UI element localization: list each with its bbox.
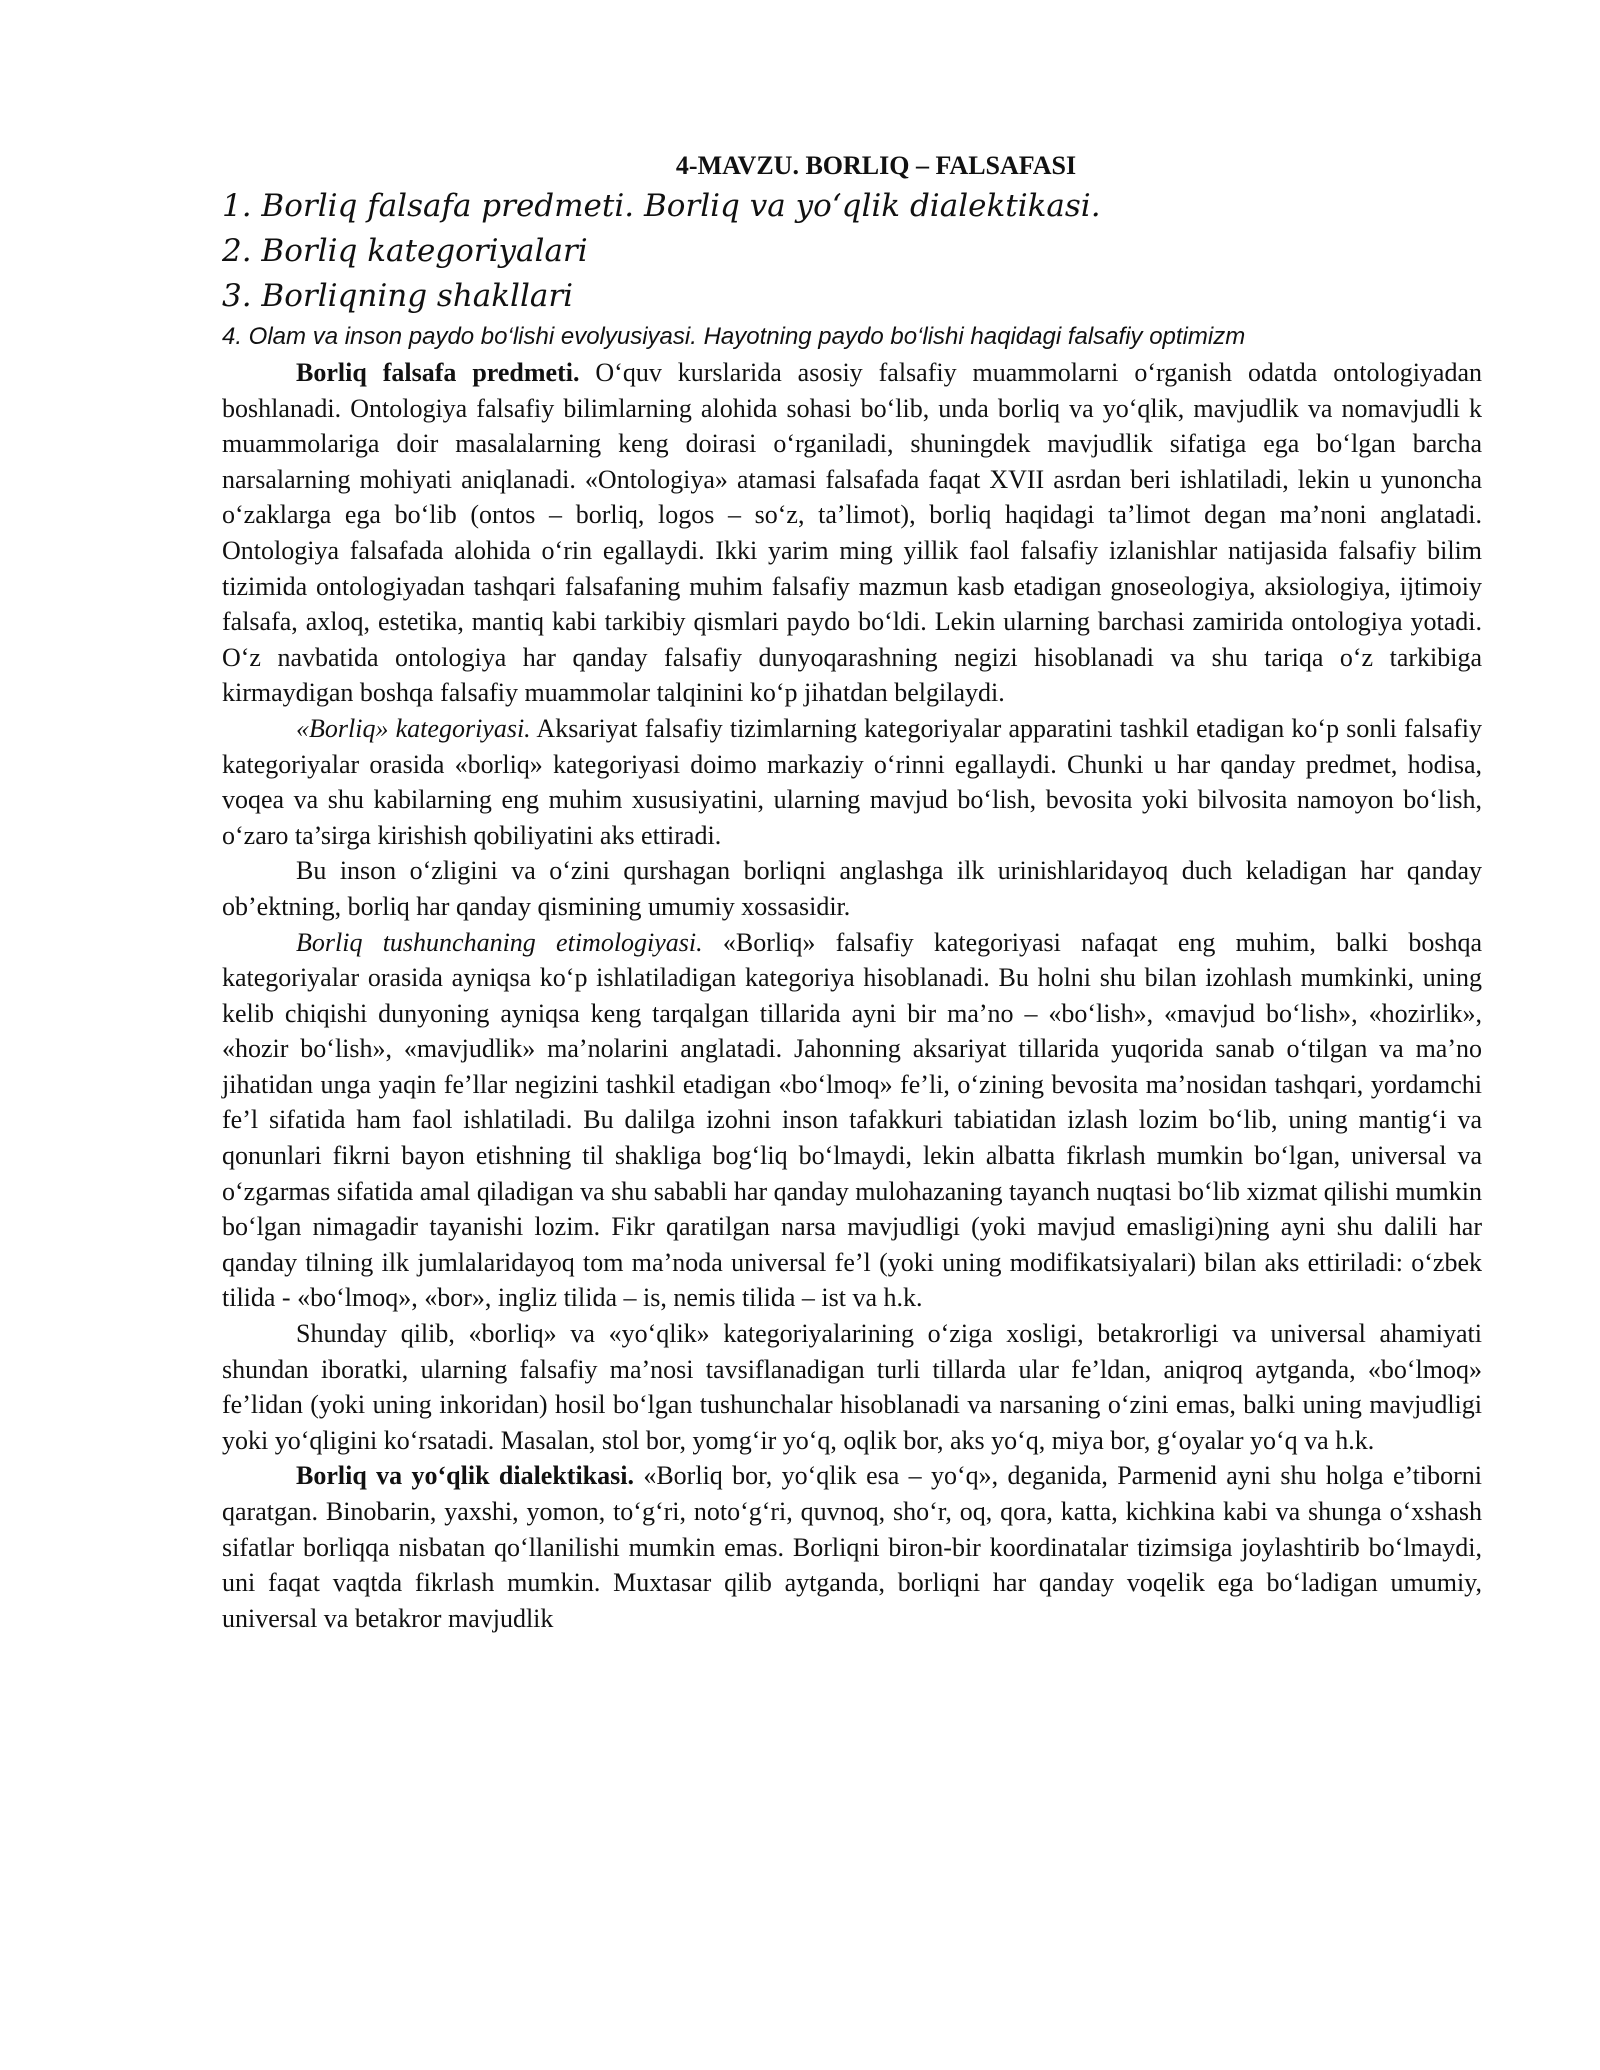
paragraph-summary <box>222 1316 1482 1458</box>
paragraph-lead: Borliq falsafa predmeti. <box>296 358 580 387</box>
paragraph-text: Aksariyat falsafiy tizimlarning kategoriyalar apparatini tashkil etadigan ko‘p sonli falsafiy kategoriyalar orasida «borliq» kategoriyasi doimo markaziy o‘rinni egallaydi. Chunki u har qanday predmet, hodisa, voqea va shu kabilarning eng muhim xususiyatini, ularning mavjud bo‘lish, bevosita yoki bilvosita namoyon bo‘lish, o‘zaro ta’sirga kirishish qobiliyatini aks ettiradi. <box>222 713 1482 850</box>
paragraph-text: Bu inson o‘zligini va o‘zini qurshagan borliqni anglashga ilk urinishlaridayoq duch keladigan har qanday ob’ektning, borliq har qanday qismining umumiy xossasidir. <box>222 856 1482 921</box>
paragraph-etymology <box>222 925 1482 1317</box>
paragraph-text: Shunday qilib, «borliq» va «yo‘qlik» kategoriyalarining o‘ziga xosligi, betakrorligi va universal ahamiyati shundan iboratki, ularning falsafiy ma’nosi tavsiflanadigan turli tillarda ular fe’ldan, aniqroq aytganda, «bo‘lmoq» fe’lidan (yoki uning inkoridan) hosil bo‘lgan tushunchalar hisoblanadi va narsaning o‘zini emas, balki uning mavjudligi yoki yo‘qligini ko‘rsatadi. Masalan, stol bor, yomg‘ir yo‘q, oqlik bor, aks yo‘q, miya bor, g‘oyalar yo‘q va h.k. <box>222 1319 1482 1455</box>
paragraph-lead: Borliq tushunchaning etimologiyasi. <box>296 927 703 957</box>
outline-item-1: 1. Borliq falsafa predmeti. Borliq va yo‘qlik dialektikasi. <box>222 188 1101 224</box>
page-title: 4-MAVZU. BORLIQ – FALSAFASI <box>675 151 1077 180</box>
outline-item-2: 2. Borliq kategoriyalari <box>222 233 588 269</box>
outline-item-3: 3. Borliqning shakllari <box>222 278 574 314</box>
paragraph-lead: Borliq va yo‘qlik dialektikasi. <box>296 1461 634 1491</box>
paragraph-text: «Borliq» falsafiy kategoriyasi nafaqat eng muhim, balki boshqa kategoriyalar orasida ayniqsa ko‘p ishlatiladigan kategoriya hisoblanadi. Bu holni shu bilan izohlash mumkinki, uning kelib chiqishi dunyoning ayniqsa keng tarqalgan tillarida ayni bir ma’no – «bo‘lish», «mavjud bo‘lish», «hozirlik», «hozir bo‘lish», «mavjudlik» ma’nolarini anglatadi. Jahonning aksariyat tillarida yuqorida sanab o‘tilgan va ma’no jihatidan unga yaqin fe’llar negizini tashkil etadigan «bo‘lmoq» fe’li, o‘zining bevosita ma’nosidan tashqari, yordamchi fe’l sifatida ham faol ishlatiladi. Bu dalilga izohni inson tafakkuri tabiatidan izlash lozim bo‘lib, uning mantig‘i va qonunlari fikrni bayon etishning til shakliga bog‘liq bo‘lmaydi, lekin albatta fikrlash mumkin bo‘lgan, universal va o‘zgarmas sifatida amal qiladigan va shu sababli har qanday mulohazaning tayanch nuqtasi bo‘lib xizmat qilishi mumkin bo‘lgan nimagadir tayanishi lozim. Fikr qaratilgan narsa mavjudligi (yoki mavjud emasligi)ning ayni shu dalili har qanday tilning ilk jumlalaridayoq tom ma’noda universal fe’l (yoki uning modifikatsiyalari) bilan aks ettiriladi: o‘zbek tilida - «bo‘lmoq», «bor», ingliz tilida – is, nemis tilida – ist va h.k. <box>222 927 1482 1313</box>
paragraph-text: O‘quv kurslarida asosiy falsafiy muammolarni o‘rganish odatda ontologiyadan boshlanadi. Ontologiya falsafiy bilimlarning alohida sohasi bo‘lib, unda borliq va yo‘qlik, mavjudlik va nomavjudli k muammolariga doir masalalarning keng doirasi o‘rganiladi, shuningdek mavjudlik sifatiga ega bo‘lgan barcha narsalarning mohiyati aniqlanadi. «Ontologiya» atamasi falsafada faqat XVII asrdan beri ishlatiladi, lekin u yunoncha o‘zaklarga ega bo‘lib (ontos – borliq, logos – so‘z, ta’limot), borliq haqidagi ta’limot degan ma’noni anglatadi. Ontologiya falsafada alohida o‘rin egallaydi. Ikki yarim ming yillik faol falsafiy izlanishlar natijasida falsafiy bilim tizimida ontologiyadan tashqari falsafaning muhim falsafiy mazmun kasb etadigan gnoseologiya, aksiologiya, ijtimoiy falsafa, axloq, estetika, mantiq kabi tarkibiy qismlari paydo bo‘ldi. Lekin ularning barchasi zamirida ontologiya yotadi. O‘z navbatida ontologiya har qanday falsafiy dunyoqarashning negizi hisoblanadi va shu tariqa o‘z tarkibiga kirmaydigan boshqa falsafiy muammolar talqinini ko‘p jihatdan belgilaydi. <box>222 358 1483 708</box>
outline-item-4: 4. Olam va inson paydo bo‘lishi evolyusiyasi. Hayotning paydo bo‘lishi haqidagi falsafiy optimizm <box>222 323 1246 350</box>
paragraph-text: «Borliq bor, yo‘qlik esa – yo‘q», deganida, Parmenid ayni shu holga e’tiborni qaratgan. Binobarin, yaxshi, yomon, to‘g‘ri, noto‘g‘ri, quvnoq, sho‘r, oq, qora, katta, kichkina kabi va shunga o‘xshash sifatlar borliqqa nisbatan qo‘llanilishi mumkin emas. Borliqni biron-bir koordinatalar tizimsiga joylashtirib bo‘lmaydi, uni faqat vaqtda fikrlash mumkin. Muxtasar qilib aytganda, borliqni har qanday voqelik ega bo‘ladigan umumiy, universal va betakror mavjudlik <box>222 1461 1483 1633</box>
paragraph-lead: «Borliq» kategoriyasi. <box>296 713 531 743</box>
paragraph-subject <box>222 355 1482 711</box>
document-page <box>222 148 1482 1636</box>
paragraph-dialectics <box>222 1458 1482 1636</box>
paragraph-property <box>222 853 1482 924</box>
paragraph-category <box>222 711 1482 853</box>
